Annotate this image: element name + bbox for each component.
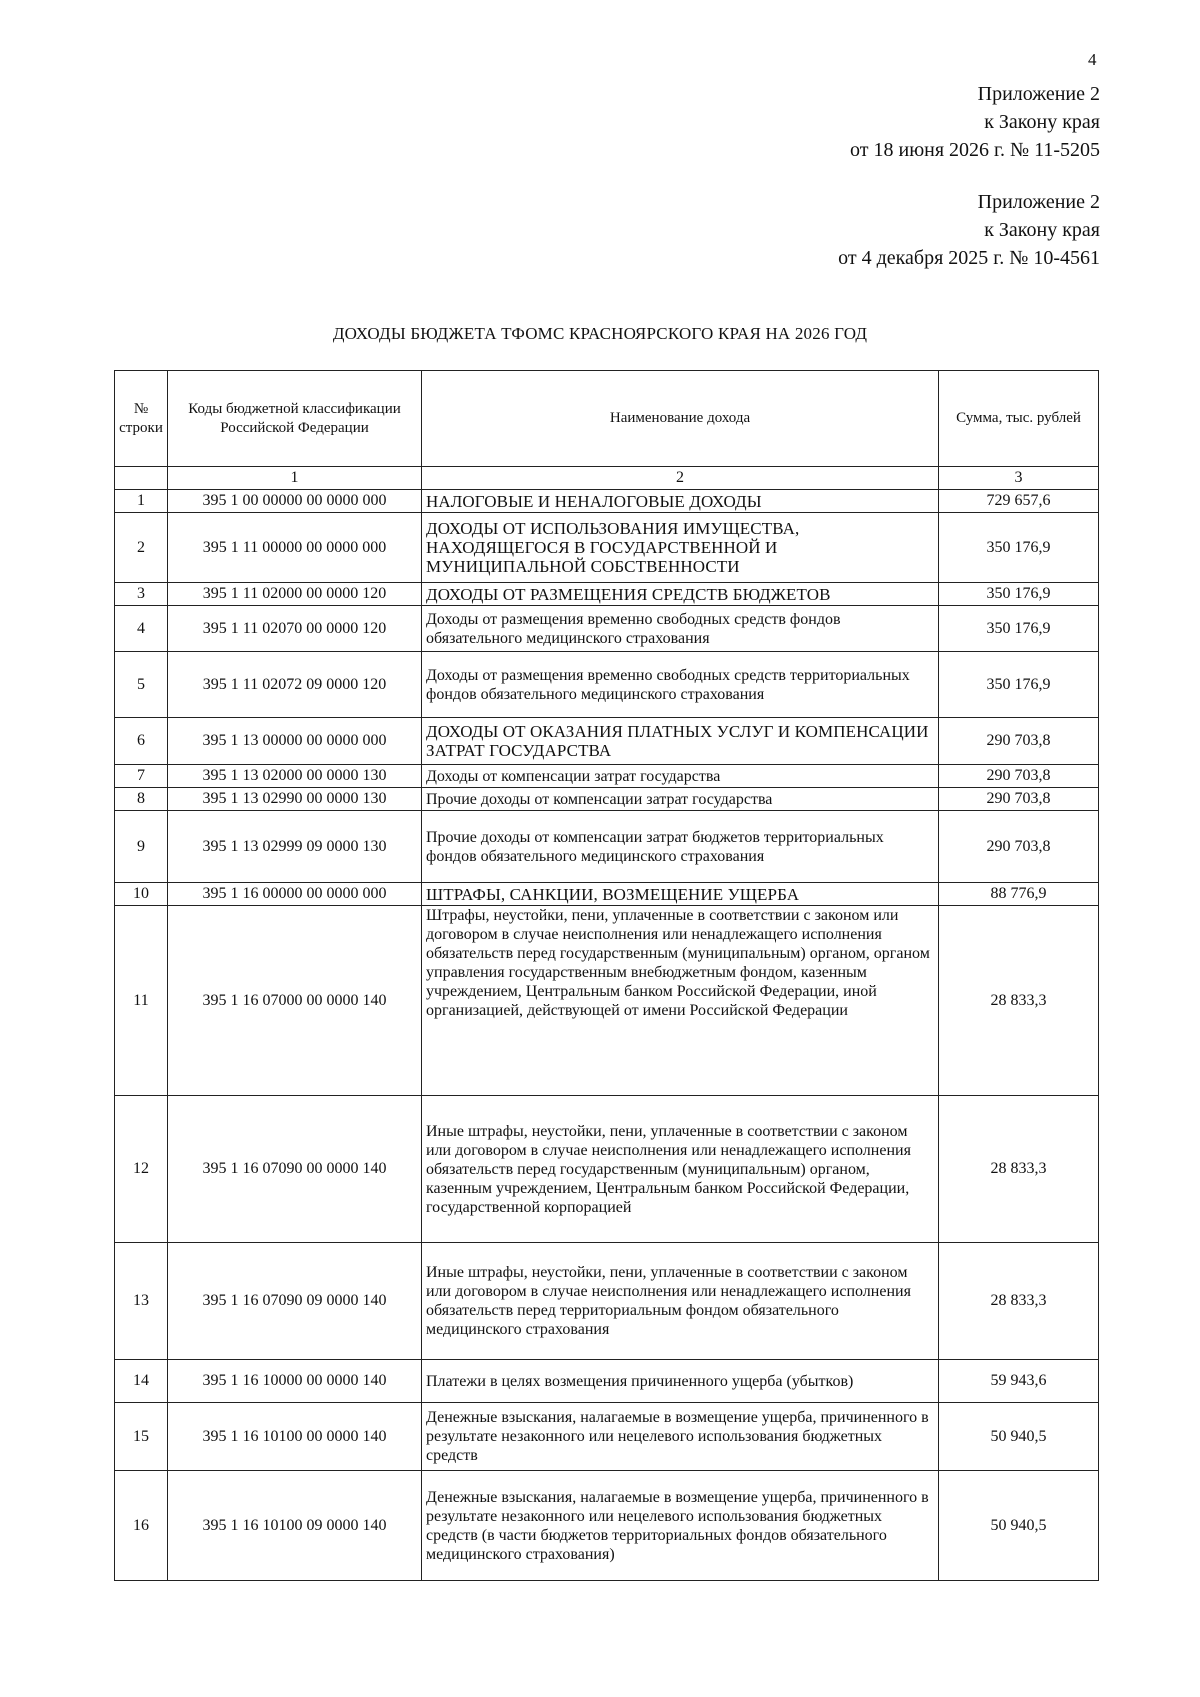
row-name: Доходы от размещения временно свободных средств фондов обязательного медицинского страхования [422,606,939,652]
row-name: ДОХОДЫ ОТ ИСПОЛЬЗОВАНИЯ ИМУЩЕСТВА, НАХОДЯЩЕГОСЯ В ГОСУДАРСТВЕННОЙ И МУНИЦИПАЛЬНОЙ СОБСТВЕННОСТИ [422,513,939,583]
row-code: 395 1 13 02000 00 0000 130 [168,765,422,788]
row-name: Иные штрафы, неустойки, пени, уплаченные в соответствии с законом или договором в случае неисполнения или ненадлежащего исполнения обязательств перед территориальным фондом обязательного медицинского страхования [422,1243,939,1360]
row-name: Доходы от компенсации затрат государства [422,765,939,788]
table-row [115,765,1099,788]
row-name: ШТРАФЫ, САНКЦИИ, ВОЗМЕЩЕНИЕ УЩЕРБА [422,883,939,906]
table-row [115,1243,1099,1360]
row-amount: 88 776,9 [939,883,1099,906]
row-name: Денежные взыскания, налагаемые в возмещение ущерба, причиненного в результате незаконного или нецелевого использования бюджетных средств [422,1403,939,1471]
row-amount: 50 940,5 [939,1403,1099,1471]
row-name: Иные штрафы, неустойки, пени, уплаченные в соответствии с законом или договором в случае неисполнения или ненадлежащего исполнения обязательств перед государственным (муниципальным) органом, казенным учреждением, Центральным банком Российской Федерации, государственной корпорацией [422,1096,939,1243]
appendix-original-line3: от 4 декабря 2025 г. № 10-4561 [838,247,1100,269]
row-number: 8 [115,788,168,811]
table-row [115,1096,1099,1243]
row-code: 395 1 16 10000 00 0000 140 [168,1360,422,1403]
row-code: 395 1 16 00000 00 0000 000 [168,883,422,906]
header-amount: Сумма, тыс. рублей [939,371,1099,467]
table-row [115,513,1099,583]
header-income-name: Наименование дохода [422,371,939,467]
row-code: 395 1 16 07090 09 0000 140 [168,1243,422,1360]
row-number: 2 [115,513,168,583]
page-number: 4 [1088,50,1097,69]
column-index-cell: 2 [422,467,939,490]
row-amount: 350 176,9 [939,513,1099,583]
table-row [115,490,1099,513]
row-number: 14 [115,1360,168,1403]
appendix-original [838,188,1100,272]
row-number: 6 [115,718,168,765]
table-row [115,883,1099,906]
row-amount: 290 703,8 [939,765,1099,788]
row-number: 12 [115,1096,168,1243]
table-row [115,606,1099,652]
table-row [115,1403,1099,1471]
row-code: 395 1 13 00000 00 0000 000 [168,718,422,765]
row-code: 395 1 11 02070 00 0000 120 [168,606,422,652]
table-row [115,788,1099,811]
income-table [114,370,1099,1581]
row-amount: 59 943,6 [939,1360,1099,1403]
row-amount: 290 703,8 [939,788,1099,811]
row-name: НАЛОГОВЫЕ И НЕНАЛОГОВЫЕ ДОХОДЫ [422,490,939,513]
row-amount: 28 833,3 [939,906,1099,1096]
row-name: ДОХОДЫ ОТ РАЗМЕЩЕНИЯ СРЕДСТВ БЮДЖЕТОВ [422,583,939,606]
row-code: 395 1 00 00000 00 0000 000 [168,490,422,513]
row-number: 5 [115,652,168,718]
table-row [115,718,1099,765]
row-code: 395 1 11 02000 00 0000 120 [168,583,422,606]
row-code: 395 1 13 02990 00 0000 130 [168,788,422,811]
row-amount: 28 833,3 [939,1096,1099,1243]
row-name: Прочие доходы от компенсации затрат бюджетов территориальных фондов обязательного медицинского страхования [422,811,939,883]
header-row-number: № строки [115,371,168,467]
row-code: 395 1 16 07090 00 0000 140 [168,1096,422,1243]
column-index-cell: 1 [168,467,422,490]
row-amount: 290 703,8 [939,811,1099,883]
appendix-current-line1: Приложение 2 [977,83,1100,105]
header-budget-code: Коды бюджетной классификации Российской Федерации [168,371,422,467]
column-index-row [115,467,1099,490]
document-title: ДОХОДЫ БЮДЖЕТА ТФОМС КРАСНОЯРСКОГО КРАЯ НА 2026 ГОД [332,324,868,343]
row-amount: 350 176,9 [939,652,1099,718]
row-number: 7 [115,765,168,788]
appendix-original-line2: к Закону края [984,219,1100,241]
column-index-cell: 3 [939,467,1099,490]
row-code: 395 1 16 10100 09 0000 140 [168,1471,422,1581]
table-row [115,906,1099,1096]
row-amount: 290 703,8 [939,718,1099,765]
table-row [115,652,1099,718]
row-number: 15 [115,1403,168,1471]
row-number: 9 [115,811,168,883]
row-number: 16 [115,1471,168,1581]
row-number: 13 [115,1243,168,1360]
row-name: Прочие доходы от компенсации затрат государства [422,788,939,811]
table-row [115,1471,1099,1581]
row-name: Доходы от размещения временно свободных средств территориальных фондов обязательного медицинского страхования [422,652,939,718]
row-name: Штрафы, неустойки, пени, уплаченные в соответствии с законом или договором в случае неисполнения или ненадлежащего исполнения обязательств перед государственным (муниципальным) органом, органом управления государственным внебюджетным фондом, казенным учреждением, Центральным банком Российской Федерации, иной организацией, действующей от имени Российской Федерации [422,906,939,1096]
table-header-row [115,371,1099,467]
table-row [115,583,1099,606]
row-code: 395 1 16 10100 00 0000 140 [168,1403,422,1471]
row-number: 4 [115,606,168,652]
row-number: 1 [115,490,168,513]
row-name: Денежные взыскания, налагаемые в возмещение ущерба, причиненного в результате незаконного или нецелевого использования бюджетных средств (в части бюджетов территориальных фондов обязательного медицинского страхования) [422,1471,939,1581]
appendix-current-line2: к Закону края [984,111,1100,133]
row-code: 395 1 16 07000 00 0000 140 [168,906,422,1096]
row-code: 395 1 11 02072 09 0000 120 [168,652,422,718]
row-name: Платежи в целях возмещения причиненного ущерба (убытков) [422,1360,939,1403]
row-amount: 729 657,6 [939,490,1099,513]
appendix-current [850,80,1100,164]
row-amount: 350 176,9 [939,583,1099,606]
row-number: 10 [115,883,168,906]
row-amount: 350 176,9 [939,606,1099,652]
appendix-original-line1: Приложение 2 [977,191,1100,213]
table-row [115,1360,1099,1403]
row-name: ДОХОДЫ ОТ ОКАЗАНИЯ ПЛАТНЫХ УСЛУГ И КОМПЕНСАЦИИ ЗАТРАТ ГОСУДАРСТВА [422,718,939,765]
row-code: 395 1 13 02999 09 0000 130 [168,811,422,883]
row-code: 395 1 11 00000 00 0000 000 [168,513,422,583]
row-amount: 50 940,5 [939,1471,1099,1581]
row-number: 11 [115,906,168,1096]
row-amount: 28 833,3 [939,1243,1099,1360]
column-index-cell [115,467,168,490]
appendix-current-line3: от 18 июня 2026 г. № 11-5205 [850,139,1100,161]
table-row [115,811,1099,883]
row-number: 3 [115,583,168,606]
